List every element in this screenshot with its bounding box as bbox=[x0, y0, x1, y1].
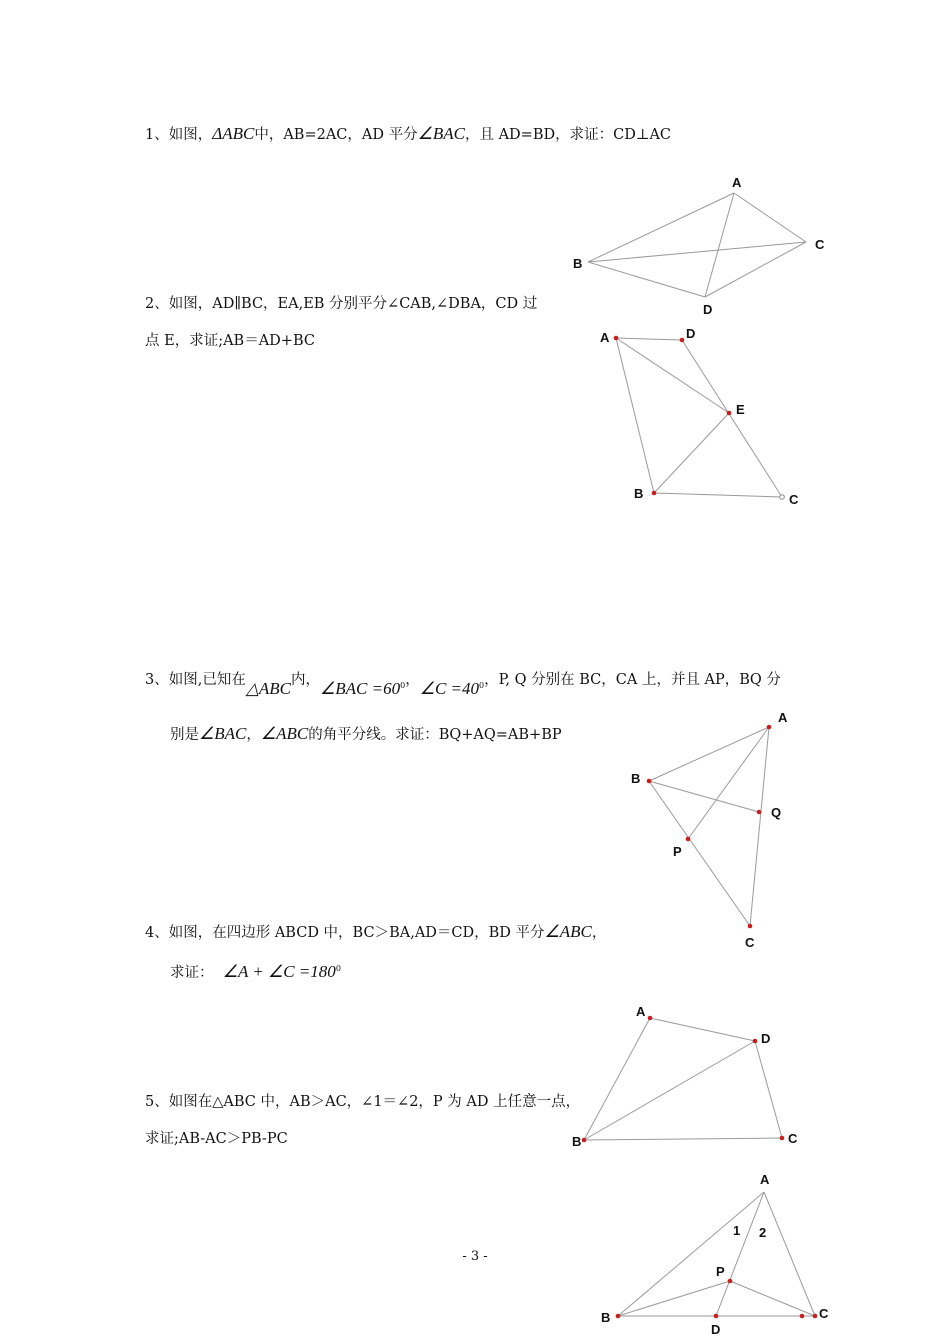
fig3-label-c: C bbox=[745, 935, 755, 950]
fig2-label-b: B bbox=[634, 486, 644, 501]
fig5-label-a: A bbox=[760, 1172, 770, 1187]
problem-2-line-2: 点 E，求证;AB＝AD+BC bbox=[145, 333, 315, 349]
fig5-point-d bbox=[714, 1314, 719, 1319]
problem-4-tail: ， bbox=[591, 925, 607, 941]
fig3-label-b: B bbox=[631, 771, 641, 786]
problem-3-prefix: 3、如图,已知在 bbox=[145, 671, 246, 688]
fig2-point-d bbox=[680, 338, 685, 343]
figure-3 bbox=[631, 710, 788, 950]
fig2-label-e: E bbox=[736, 402, 745, 417]
page-number: - 3 - bbox=[462, 1249, 488, 1264]
fig5-point-c bbox=[813, 1314, 818, 1319]
fig3-point-b bbox=[647, 779, 652, 784]
fig3-label-a: A bbox=[778, 710, 788, 725]
fig2-point-c bbox=[780, 495, 785, 500]
problem-4-angle: ∠ABC bbox=[544, 922, 592, 941]
fig2-point-a bbox=[614, 336, 619, 341]
fig2-label-d: D bbox=[686, 326, 696, 341]
fig4-point-c bbox=[780, 1136, 785, 1141]
fig5-point-e bbox=[800, 1314, 805, 1319]
problem-3-angle-2: ∠ABC bbox=[260, 724, 309, 743]
fig5-label-2: 2 bbox=[759, 1225, 767, 1240]
fig1-label-d: D bbox=[703, 302, 713, 317]
fig2-label-a: A bbox=[600, 330, 610, 345]
fig3-point-c bbox=[748, 924, 753, 929]
problem-3-angle-1: ∠BAC bbox=[199, 724, 247, 743]
fig4-label-d: D bbox=[761, 1031, 771, 1046]
fig4-label-b: B bbox=[572, 1134, 582, 1149]
problem-4-equation: ∠A + ∠C =180 bbox=[222, 961, 336, 981]
problem-5-line-1: 5、如图在△ABC 中，AB＞AC，∠1＝∠2，P 为 AD 上任意一点， bbox=[145, 1094, 581, 1110]
problem-4-degree: 0 bbox=[335, 964, 341, 973]
problem-4-line1-text: 4、如图，在四边形 ABCD 中，BC＞BA,AD＝CD，BD 平分 bbox=[145, 925, 545, 941]
problem-3-degree-2: 0 bbox=[479, 681, 485, 690]
fig2-point-e bbox=[727, 411, 732, 416]
fig5-point-p bbox=[728, 1279, 733, 1284]
problem-3-line2-prefix: 别是 bbox=[170, 727, 199, 743]
problem-3-mid: 内， bbox=[291, 671, 321, 688]
problem-2-line-1: 2、如图，AD∥BC，EA,EB 分别平分∠CAB,∠DBA，CD 过 bbox=[145, 296, 538, 312]
fig4-point-d bbox=[753, 1039, 758, 1044]
fig4-point-b bbox=[582, 1138, 587, 1143]
fig5-label-d: D bbox=[711, 1322, 721, 1337]
fig3-label-p: P bbox=[673, 844, 682, 859]
fig1-label-b: B bbox=[573, 256, 583, 271]
fig2-point-b bbox=[652, 491, 657, 496]
problem-4-line2-prefix: 求证： bbox=[170, 964, 214, 981]
problem-3-triangle: △ABC bbox=[245, 678, 292, 698]
problem-1-angle: ∠BAC bbox=[417, 124, 465, 143]
fig1-label-c: C bbox=[815, 237, 825, 252]
fig2-label-c: C bbox=[789, 492, 799, 507]
problem-1-suffix: ，且 AD=BD，求证：CD⊥AC bbox=[464, 127, 672, 143]
fig5-label-c: C bbox=[819, 1306, 829, 1321]
problem-3-degree-1: 0 bbox=[400, 681, 406, 690]
fig4-point-a bbox=[648, 1016, 653, 1021]
fig3-point-p bbox=[686, 837, 691, 842]
problem-3-line2-suffix: 的角平分线。求证：BQ+AQ=AB+BP bbox=[308, 727, 562, 743]
problem-1-prefix: 1、如图， bbox=[145, 127, 213, 143]
figure-1 bbox=[573, 175, 825, 317]
problem-5-line-2: 求证;AB-AC＞PB-PC bbox=[145, 1131, 288, 1147]
fig4-label-c: C bbox=[788, 1131, 798, 1146]
fig5-label-b: B bbox=[601, 1310, 611, 1325]
fig3-point-a bbox=[767, 725, 772, 730]
figure-4 bbox=[572, 1004, 798, 1149]
fig5-label-1: 1 bbox=[733, 1223, 741, 1238]
figure-2 bbox=[600, 326, 799, 507]
fig3-point-q bbox=[757, 810, 762, 815]
problem-3-comma: ， bbox=[405, 671, 420, 688]
problem-3-angle-c: ∠C =40 bbox=[419, 678, 480, 698]
problem-3-suffix: ，P, Q 分别在 BC，CA 上，并且 AP，BQ 分 bbox=[484, 671, 781, 688]
fig5-label-p: P bbox=[716, 1264, 725, 1279]
fig5-point-b bbox=[616, 1314, 621, 1319]
fig1-label-a: A bbox=[732, 175, 742, 190]
problem-1-triangle: ΔABC bbox=[212, 124, 255, 143]
fig3-label-q: Q bbox=[771, 805, 782, 820]
problem-3-separator: ， bbox=[246, 727, 261, 743]
problem-3-angle-bac: ∠BAC =60 bbox=[320, 678, 401, 698]
problem-1-mid: 中，AB=2AC，AD 平分 bbox=[254, 127, 418, 143]
fig4-label-a: A bbox=[636, 1004, 646, 1019]
